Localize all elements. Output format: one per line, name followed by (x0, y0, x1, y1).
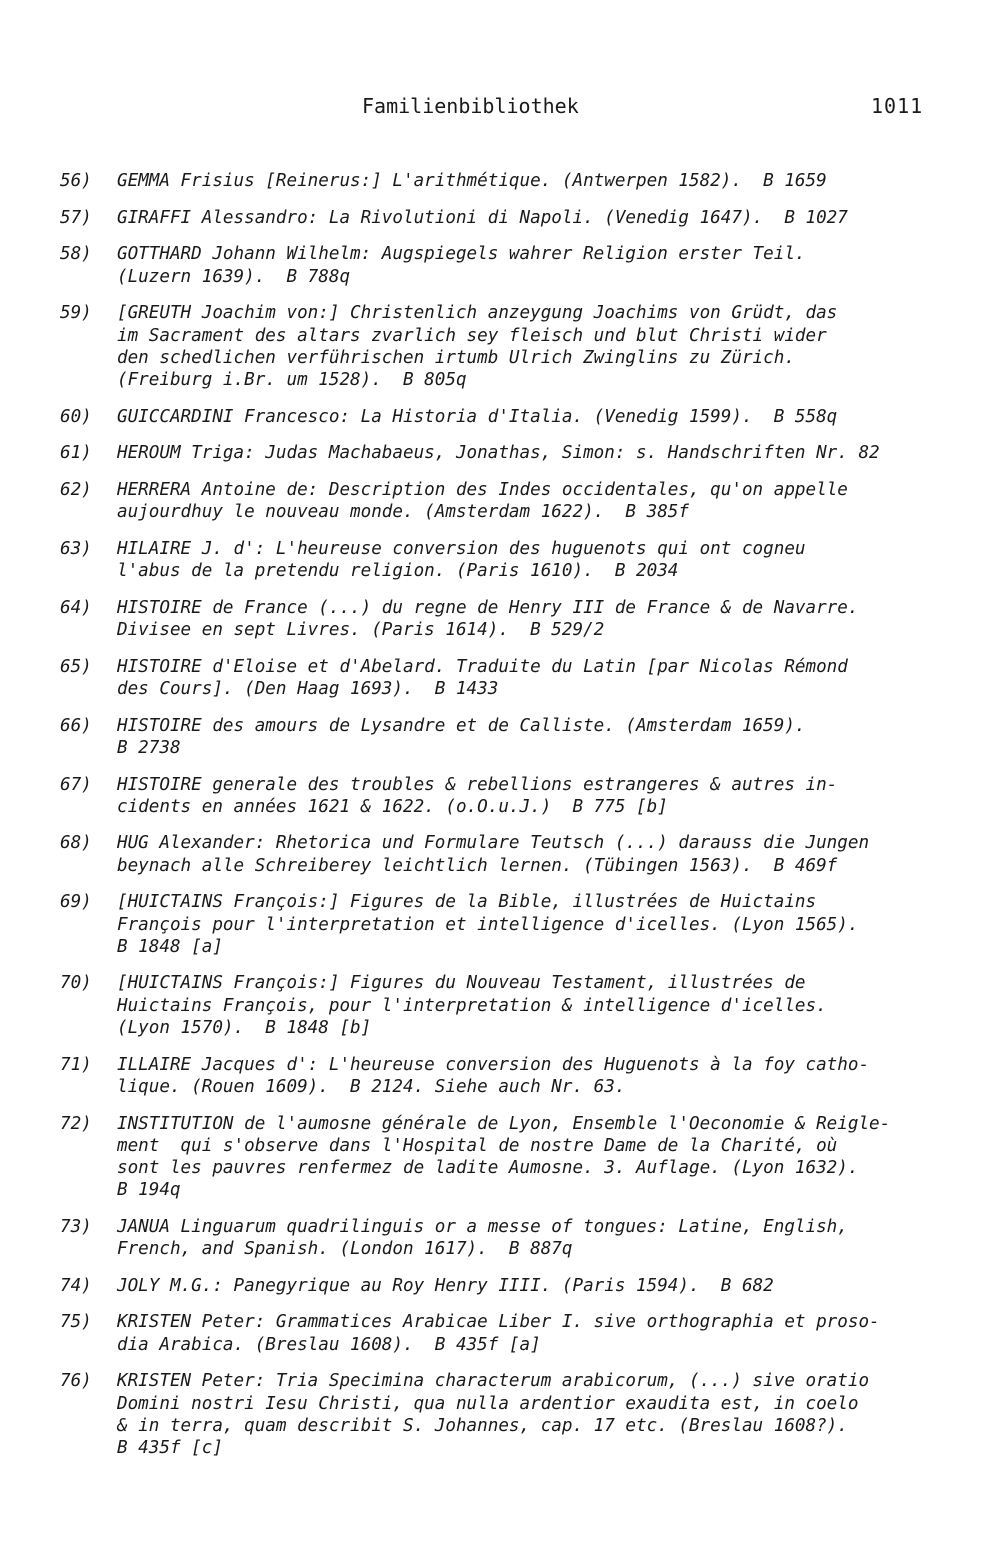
bibliography-entry (0, 538, 1000, 582)
entry-line: lique. (Rouen 1609). B 2124. Siehe auch Nr. 63. (117, 1076, 626, 1097)
bibliography-entry (0, 774, 1000, 818)
bibliography-list (0, 170, 1000, 1474)
bibliography-entry (0, 832, 1000, 876)
entry-number: 62) (60, 480, 92, 501)
bibliography-entry (0, 1054, 1000, 1098)
entry-text (117, 891, 937, 958)
entry-line: (Lyon 1570). B 1848 [b] (117, 1017, 372, 1038)
entry-line: INSTITUTION de l'aumosne générale de Lyon, Ensemble l'Oeconomie & Reigle- (117, 1113, 891, 1134)
bibliography-entry (0, 479, 1000, 523)
bibliography-entry (0, 891, 1000, 958)
entry-number: 68) (60, 833, 92, 854)
entry-number: 65) (60, 656, 92, 677)
entry-line: l'abus de la pretendu religion. (Paris 1610). B 2034 (117, 561, 679, 582)
entry-text (117, 1311, 937, 1355)
entry-number: 66) (60, 715, 92, 736)
entry-line: im Sacrament des altars zvarlich sey fleisch und blut Christi wider (117, 325, 827, 346)
entry-line: [GREUTH Joachim von:] Christenlich anzeygung Joachims von Grüdt, das (117, 303, 838, 324)
entry-line: HISTOIRE de France (...) du regne de Henry III de France & de Navarre. (117, 597, 859, 618)
entry-number: 67) (60, 774, 92, 795)
bibliography-entry (0, 597, 1000, 641)
entry-line: GUICCARDINI Francesco: La Historia d'Italia. (Venedig 1599). B 558q (117, 406, 838, 427)
entry-line: JANUA Linguarum quadrilinguis or a messe of tongues: Latine, English, (117, 1216, 848, 1237)
entry-text (117, 170, 937, 192)
entry-line: Domini nostri Iesu Christi, qua nulla ardentior exaudita est, in coelo (117, 1393, 859, 1414)
entry-line: (Freiburg i.Br. um 1528). B 805q (117, 369, 467, 390)
entry-line: HEROUM Triga: Judas Machabaeus, Jonathas, Simon: s. Handschriften Nr. 82 (117, 443, 880, 464)
entry-line: HILAIRE J. d': L'heureuse conversion des huguenots qui ont cogneu (117, 538, 806, 559)
entry-text (117, 1113, 937, 1202)
entry-line: Huictains François, pour l'interpretation & intelligence d'icelles. (117, 995, 827, 1016)
entry-number: 63) (60, 538, 92, 559)
entry-number: 73) (60, 1216, 92, 1237)
entry-line: GEMMA Frisius [Reinerus:] L'arithmétique. (Antwerpen 1582). B 1659 (117, 171, 827, 191)
entry-line: HUG Alexander: Rhetorica und Formulare Teutsch (...) darauss die Jungen (117, 833, 870, 854)
entry-line: des Cours]. (Den Haag 1693). B 1433 (117, 678, 499, 699)
bibliography-entry (0, 243, 1000, 287)
entry-line: GOTTHARD Johann Wilhelm: Augspiegels wahrer Religion erster Teil. (117, 244, 806, 265)
entry-line: cidents en années 1621 & 1622. (o.O.u.J.) B 775 [b] (117, 796, 668, 817)
entry-text (117, 1216, 937, 1260)
entry-line: French, and Spanish. (London 1617). B 887q (117, 1239, 573, 1260)
entry-text (117, 774, 937, 818)
entry-text (117, 1275, 937, 1297)
entry-line: KRISTEN Peter: Tria Specimina characterum arabicorum, (...) sive oratio (117, 1371, 870, 1392)
entry-line: [HUICTAINS François:] Figures de la Bible, illustrées de Huictains (117, 892, 817, 913)
entry-line: & in terra, quam describit S. Johannes, cap. 17 etc. (Breslau 1608?). (117, 1415, 848, 1436)
entry-number: 60) (60, 406, 92, 427)
entry-text (117, 1370, 937, 1459)
entry-line: B 194q (117, 1180, 181, 1201)
entry-number: 56) (60, 171, 92, 191)
bibliography-entry (0, 1370, 1000, 1459)
entry-number: 58) (60, 244, 92, 265)
bibliography-entry (0, 1113, 1000, 1202)
entry-line: [HUICTAINS François:] Figures du Nouveau Testament, illustrées de (117, 973, 806, 994)
entry-text (117, 1054, 937, 1098)
entry-text (117, 832, 937, 876)
entry-number: 64) (60, 597, 92, 618)
entry-line: HISTOIRE d'Eloise et d'Abelard. Traduite du Latin [par Nicolas Rémond (117, 656, 848, 677)
entry-number: 74) (60, 1275, 92, 1296)
entry-text (117, 406, 937, 428)
entry-line: JOLY M.G.: Panegyrique au Roy Henry IIII. (Paris 1594). B 682 (117, 1275, 774, 1296)
entry-line: ILLAIRE Jacques d': L'heureuse conversion des Huguenots à la foy catho- (117, 1054, 870, 1075)
entry-text (117, 442, 937, 464)
entry-line: den schedlichen verführischen irtumb Ulrich Zwinglins zu Zürich. (117, 347, 795, 368)
entry-line: B 1848 [a] (117, 936, 223, 957)
bibliography-entry (0, 207, 1000, 229)
entry-text (117, 656, 937, 700)
entry-number: 72) (60, 1113, 92, 1134)
entry-line: B 2738 (117, 737, 181, 758)
bibliography-entry (0, 170, 1000, 192)
entry-text (117, 715, 937, 759)
bibliography-entry (0, 302, 1000, 391)
entry-number: 70) (60, 973, 92, 994)
bibliography-entry (0, 715, 1000, 759)
entry-number: 69) (60, 892, 92, 913)
entry-text (117, 972, 937, 1039)
entry-line: (Luzern 1639). B 788q (117, 266, 351, 287)
entry-line: Divisee en sept Livres. (Paris 1614). B 529/2 (117, 620, 605, 641)
entry-line: ment qui s'observe dans l'Hospital de nostre Dame de la Charité, où (117, 1135, 838, 1156)
entry-line: HERRERA Antoine de: Description des Indes occidentales, qu'on appelle (117, 480, 848, 501)
entry-line: HISTOIRE generale des troubles & rebellions estrangeres & autres in- (117, 774, 838, 795)
bibliography-entry (0, 406, 1000, 428)
entry-number: 76) (60, 1371, 92, 1392)
entry-line: sont les pauvres renfermez de ladite Aumosne. 3. Auflage. (Lyon 1632). (117, 1157, 859, 1178)
entry-line: GIRAFFI Alessandro: La Rivolutioni di Napoli. (Venedig 1647). B 1027 (117, 207, 848, 228)
bibliography-entry (0, 442, 1000, 464)
page-header (0, 94, 1000, 124)
entry-text (117, 302, 937, 391)
entry-line: François pour l'interpretation et intelligence d'icelles. (Lyon 1565). (117, 914, 859, 935)
page-number: 1011 (871, 94, 924, 118)
entry-text (117, 243, 937, 287)
entry-text (117, 479, 937, 523)
page-title: Familienbibliothek (362, 94, 579, 118)
entry-line: dia Arabica. (Breslau 1608). B 435f [a] (117, 1334, 541, 1355)
entry-number: 71) (60, 1054, 92, 1075)
entry-text (117, 207, 937, 229)
entry-line: B 435f [c] (117, 1437, 223, 1458)
entry-number: 61) (60, 443, 92, 464)
entry-text (117, 538, 937, 582)
entry-text (117, 597, 937, 641)
entry-line: beynach alle Schreiberey leichtlich lernen. (Tübingen 1563). B 469f (117, 855, 838, 876)
entry-number: 57) (60, 207, 92, 228)
bibliography-entry (0, 1311, 1000, 1355)
entry-number: 75) (60, 1312, 92, 1333)
bibliography-entry (0, 1216, 1000, 1260)
entry-number: 59) (60, 303, 92, 324)
entry-line: HISTOIRE des amours de Lysandre et de Calliste. (Amsterdam 1659). (117, 715, 806, 736)
entry-line: aujourdhuy le nouveau monde. (Amsterdam 1622). B 385f (117, 502, 689, 523)
bibliography-entry (0, 656, 1000, 700)
bibliography-entry (0, 1275, 1000, 1297)
bibliography-entry (0, 972, 1000, 1039)
entry-line: KRISTEN Peter: Grammatices Arabicae Liber I. sive orthographia et proso- (117, 1312, 880, 1333)
